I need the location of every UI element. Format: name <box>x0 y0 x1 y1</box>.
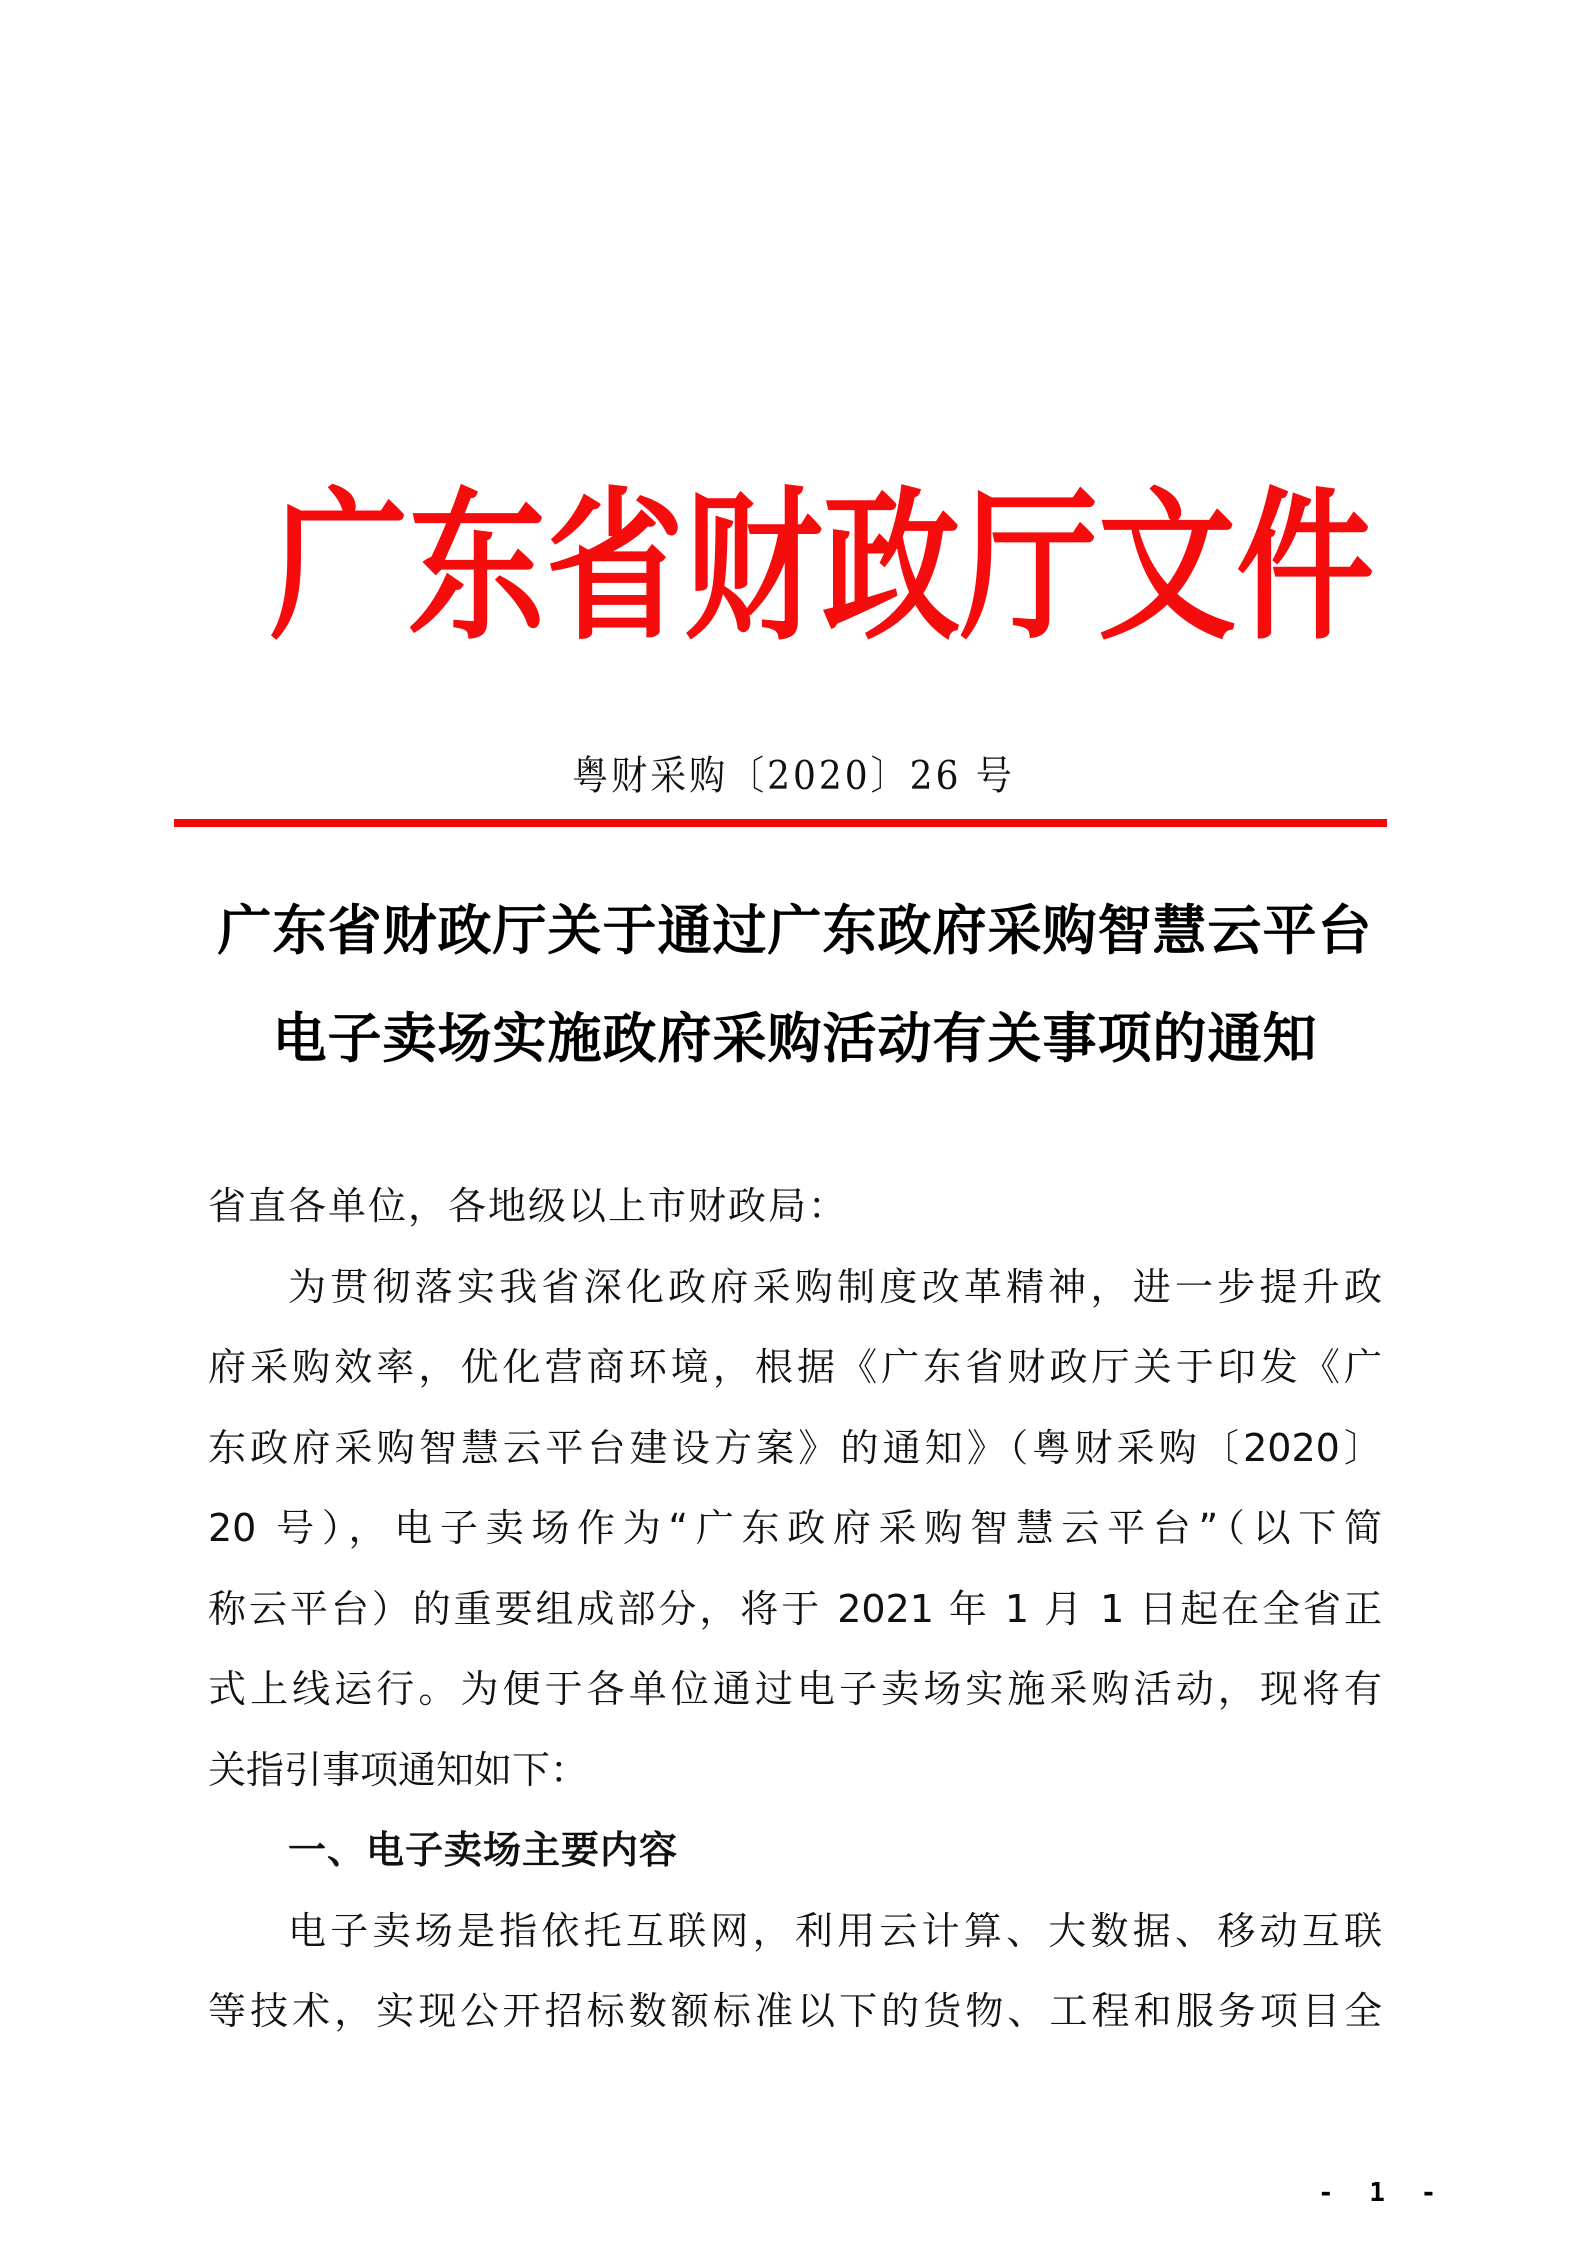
masthead-char: 广 <box>270 472 409 663</box>
paragraph-1-line: 20 号），电子卖场作为“广东政府采购智慧云平台”（以下简 <box>208 1506 1382 1550</box>
paragraph-1-line: 式上线运行。为便于各单位通过电子卖场实施采购活动，现将有 <box>208 1667 1382 1711</box>
document-body <box>208 1178 1382 2064</box>
document-title-line-2: 电子卖场实施政府采购活动有关事项的通知 <box>272 1006 1318 1070</box>
paragraph-1-line: 称云平台）的重要组成部分，将于 2021 年 1 月 1 日起在全省正 <box>208 1586 1382 1631</box>
paragraph-1-line: 关指引事项通知如下： <box>208 1747 589 1792</box>
paragraph-2-line: 电子卖场是指依托互联网，利用云计算、大数据、移动互联 <box>288 1908 1382 1953</box>
masthead-char: 厅 <box>960 472 1099 663</box>
masthead-char: 件 <box>1236 472 1375 663</box>
paragraph-2-line: 等技术，实现公开招标数额标准以下的货物、工程和服务项目全 <box>208 1989 1382 2033</box>
masthead-char: 政 <box>822 472 961 663</box>
page-number: - 1 - <box>1318 2178 1447 2208</box>
masthead-char: 文 <box>1098 472 1237 663</box>
section-heading-1: 一、电子卖场主要内容 <box>288 1828 679 1872</box>
red-divider-rule <box>174 819 1387 827</box>
masthead-char: 东 <box>408 472 547 663</box>
paragraph-1-line: 府采购效率，优化营商环境，根据《广东省财政厅关于印发《广 <box>208 1345 1382 1389</box>
salutation: 省直各单位，各地级以上市财政局： <box>208 1184 849 1228</box>
masthead-char: 省 <box>546 472 685 663</box>
masthead-char: 财 <box>684 472 823 663</box>
document-number: 粤财采购〔2020〕26 号 <box>572 753 1015 799</box>
paragraph-1-line: 为贯彻落实我省深化政府采购制度改革精神，进一步提升政 <box>288 1264 1382 1309</box>
masthead <box>270 472 1375 663</box>
document-title-line-1: 广东省财政厅关于通过广东政府采购智慧云平台 <box>217 898 1373 962</box>
paragraph-1-line: 东政府采购智慧云平台建设方案》的通知》（粤财采购〔2020〕 <box>208 1425 1382 1470</box>
